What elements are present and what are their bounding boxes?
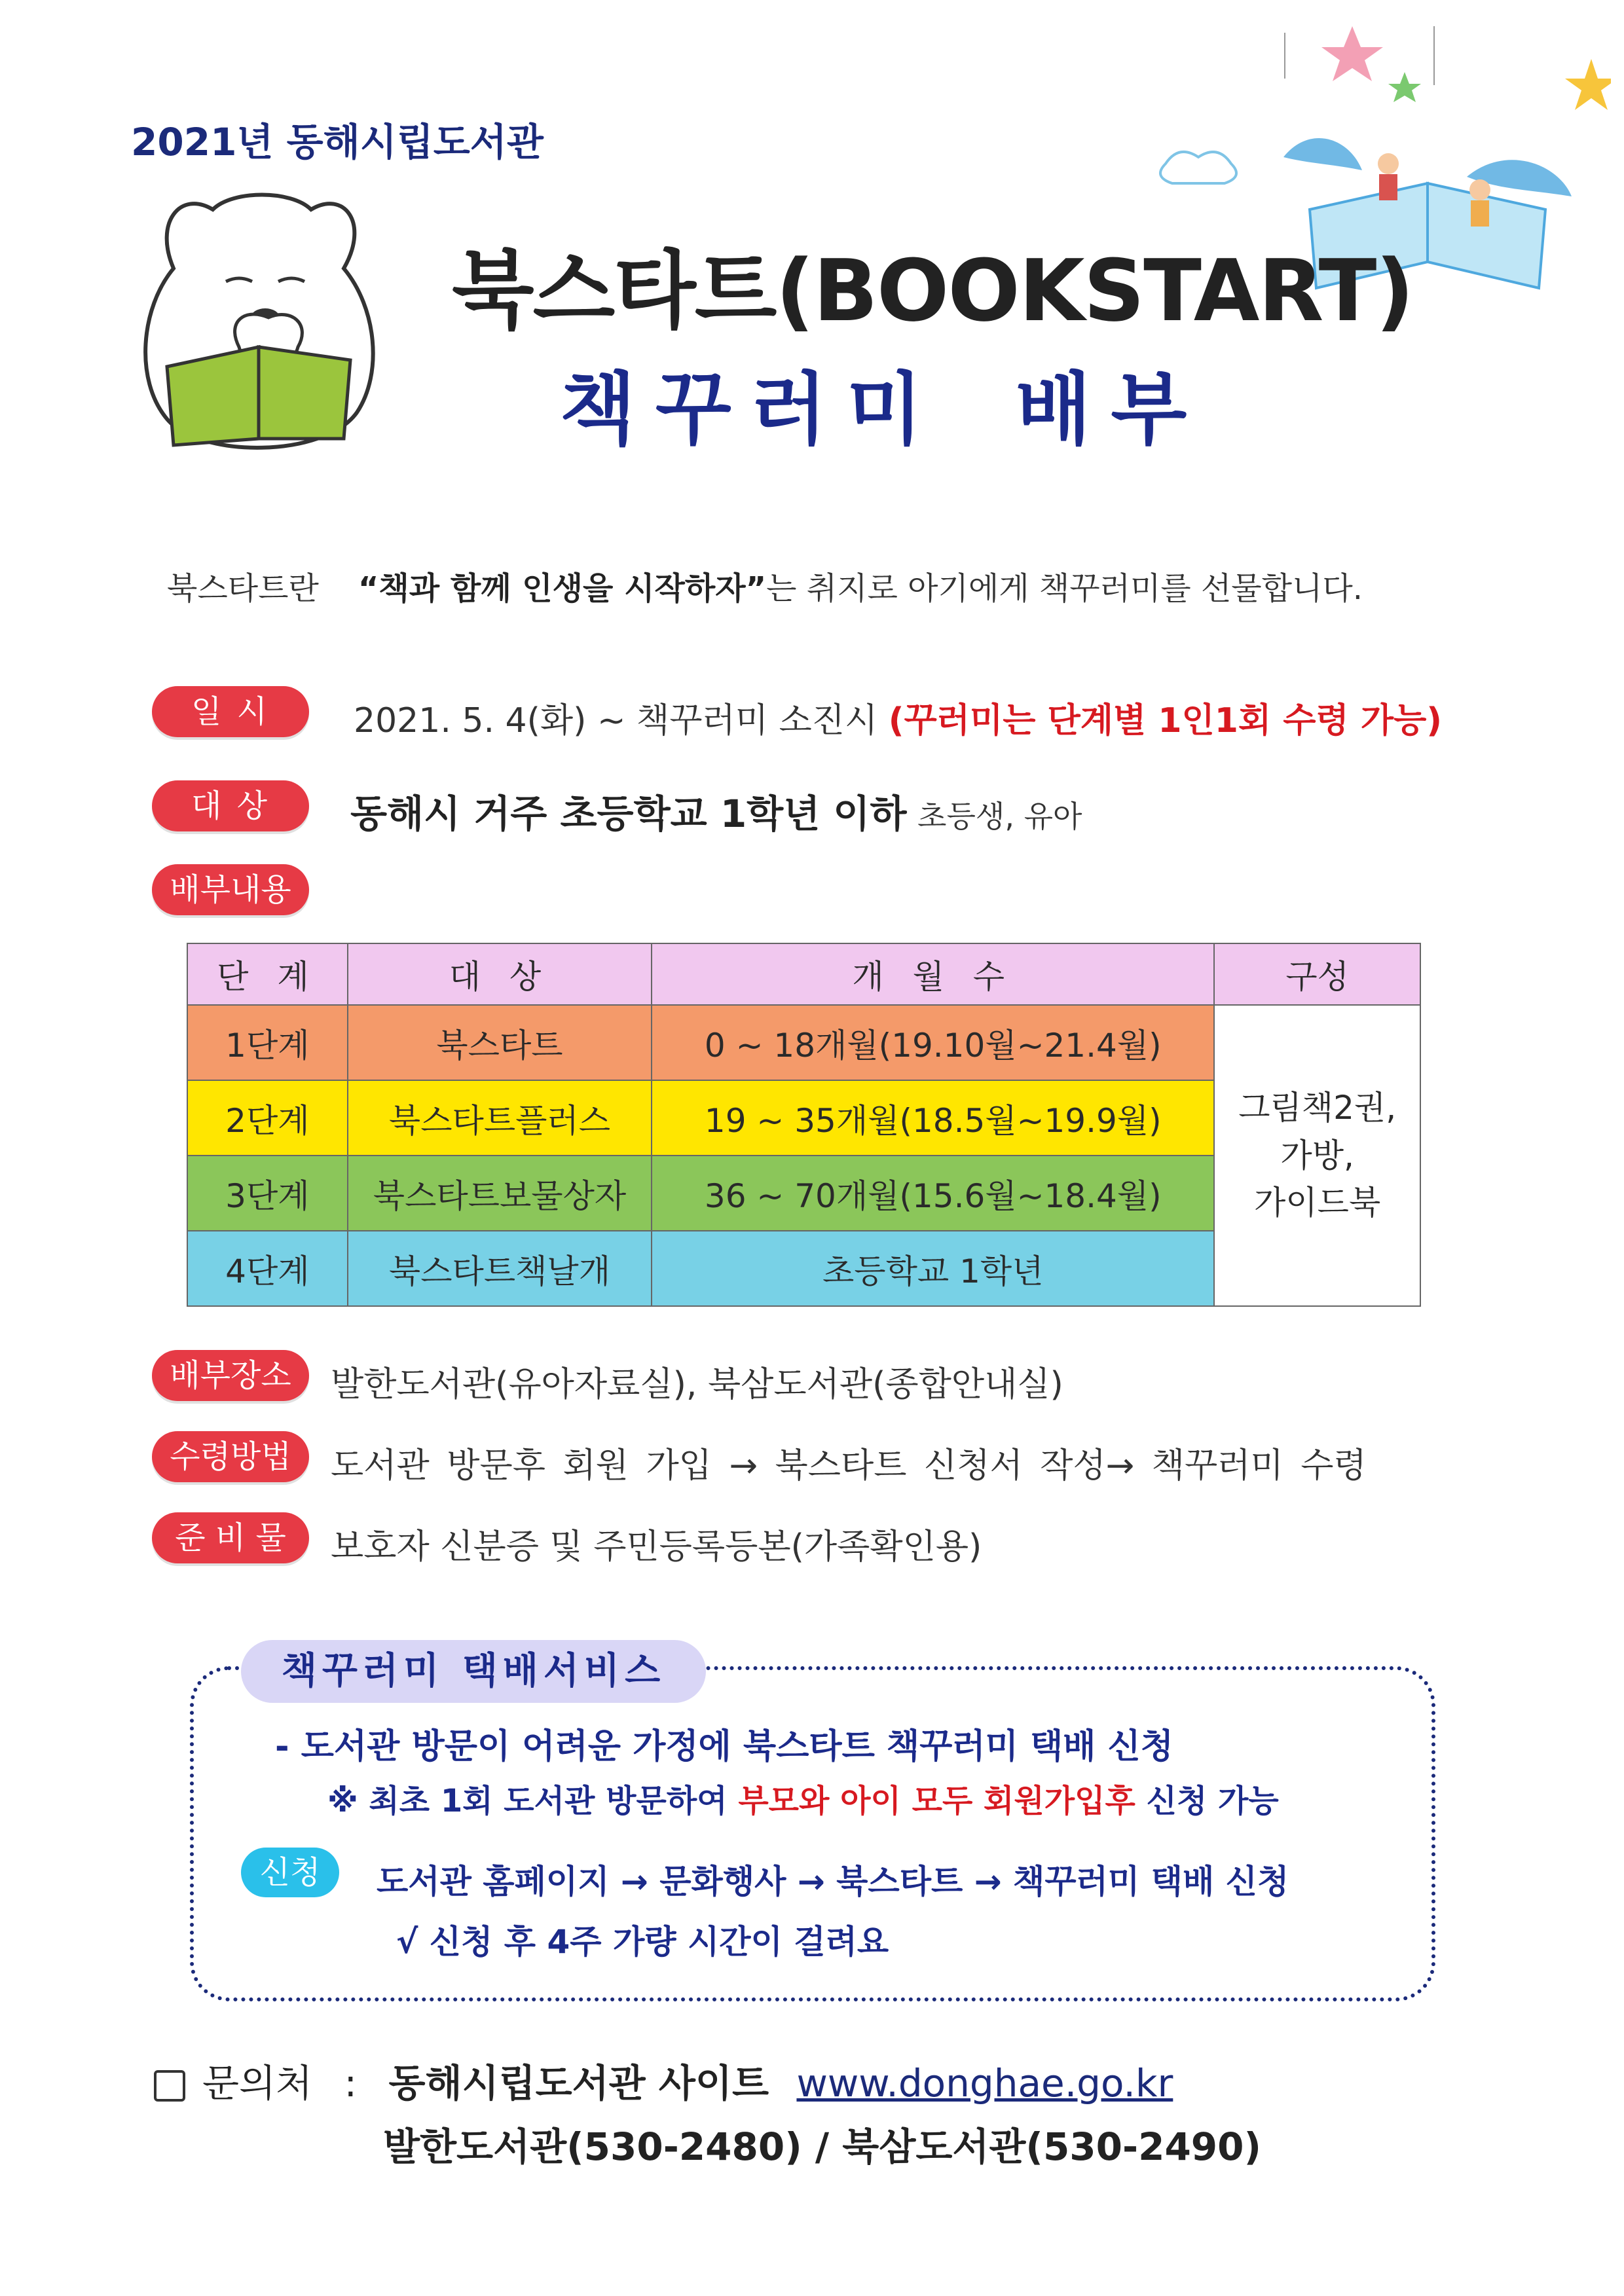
method-text: 도서관 방문후 회원 가입 → 북스타트 신청서 작성→ 책꾸러미 수령: [331, 1446, 1367, 1485]
apply-note: √ 신청 후 4주 가량 시간이 걸려요: [396, 1923, 889, 1961]
intro-rest: 는 취지로 아기에게 책꾸러미를 선물합니다.: [766, 570, 1363, 607]
prep-label: 준 비 물: [152, 1512, 309, 1563]
intro-text: [167, 563, 1363, 608]
place-label: 배부장소: [152, 1350, 309, 1401]
method-label: 수령방법: [152, 1431, 309, 1482]
target-cell: 북스타트보물상자: [348, 1156, 652, 1231]
date-note: (꾸러미는 단계별 1인1회 수령 가능): [888, 701, 1443, 740]
target-value: 동해시 거주 초등학교 1학년 이하: [350, 792, 907, 836]
stage-cell: 3단계: [187, 1156, 348, 1231]
target-cell: 북스타트: [348, 1005, 652, 1080]
stage-cell: 2단계: [187, 1080, 348, 1156]
delivery-service-title: 책꾸러미 택배서비스: [241, 1640, 706, 1703]
apply-label: 신청: [241, 1848, 339, 1897]
content-label: 배부내용: [152, 864, 309, 915]
contact-url[interactable]: www.donghae.go.kr: [796, 2061, 1173, 2105]
months-cell: 19 ~ 35개월(18.5월~19.9월): [652, 1080, 1214, 1156]
delivery-line2-post: 신청 가능: [1146, 1783, 1279, 1819]
table-header: 개 월 수: [652, 943, 1214, 1005]
page-title: 북스타트(BOOKSTART): [452, 241, 1413, 340]
stage-cell: 1단계: [187, 1005, 348, 1080]
prep-text: 보호자 신분증 및 주민등록등본(가족확인용): [331, 1527, 982, 1567]
months-cell: 0 ~ 18개월(19.10월~21.4월): [652, 1005, 1214, 1080]
composition-line: 가방,: [1280, 1136, 1354, 1175]
delivery-line2: [327, 1776, 1279, 1821]
composition-cell: [1214, 1005, 1420, 1306]
checkbox-icon: [154, 2070, 185, 2102]
contact-phones: 발한도서관(530-2480) / 북삼도서관(530-2490): [383, 2124, 1262, 2169]
date-label: 일 시: [152, 686, 309, 737]
place-text: 발한도서관(유아자료실), 북삼도서관(종합안내실): [331, 1365, 1063, 1404]
distribution-table: [187, 943, 1421, 1307]
intro-lead: 북스타트란: [167, 570, 319, 607]
date-text: [354, 693, 1442, 742]
contact-label: 문의처: [202, 2061, 313, 2105]
table-header: 단 계: [187, 943, 348, 1005]
composition-line: 가이드북: [1254, 1184, 1381, 1222]
stage-cell: 4단계: [187, 1231, 348, 1306]
date-value: 2021. 5. 4(화) ~ 책꾸러미 소진시: [354, 701, 878, 740]
delivery-line2-highlight: 부모와 아이 모두 회원가입후: [738, 1783, 1135, 1819]
composition-line: 그림책2권,: [1238, 1089, 1397, 1127]
target-cell: 북스타트책날개: [348, 1231, 652, 1306]
organization-name: 2021년 동해시립도서관: [131, 120, 544, 164]
intro-quote: “책과 함께 인생을 시작하자”: [358, 570, 767, 607]
delivery-line1: - 도서관 방문이 어려운 가정에 북스타트 책꾸러미 택배 신청: [275, 1727, 1173, 1766]
page-subtitle: 책꾸러미 배부: [560, 365, 1207, 456]
contact-line: 문의처 : 동해시립도서관 사이트 www.donghae.go.kr: [154, 2052, 1173, 2107]
months-cell: 초등학교 1학년: [652, 1231, 1214, 1306]
contact-site: 동해시립도서관 사이트: [388, 2061, 769, 2105]
table-header: 대 상: [348, 943, 652, 1005]
target-label: 대 상: [152, 780, 309, 831]
table-header: 구성: [1214, 943, 1420, 1005]
table-row: [187, 1005, 1420, 1080]
target-text: [350, 783, 1082, 838]
apply-steps: 도서관 홈페이지 → 문화행사 → 북스타트 → 책꾸러미 택배 신청: [377, 1863, 1289, 1901]
target-small: 초등생, 유아: [917, 799, 1082, 834]
target-cell: 북스타트플러스: [348, 1080, 652, 1156]
table-header-row: [187, 943, 1420, 1005]
months-cell: 36 ~ 70개월(15.6월~18.4월): [652, 1156, 1214, 1231]
delivery-line2-pre: ※ 최초 1회 도서관 방문하여: [327, 1783, 728, 1819]
bear-reading-illustration: [128, 183, 390, 471]
